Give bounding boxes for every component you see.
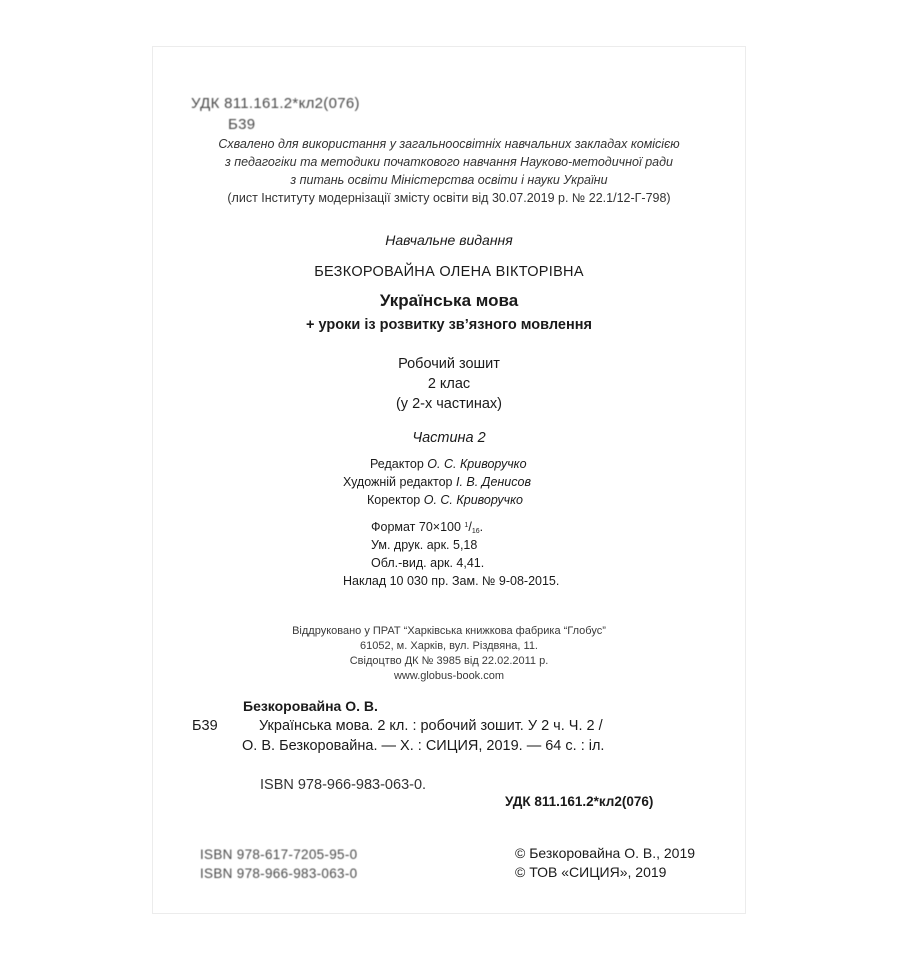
art-editor-line: [343, 476, 531, 489]
author-full-name: БЕЗКОРОВАЙНА ОЛЕНА ВІКТОРІВНА: [314, 264, 584, 280]
format-numerator: 1: [464, 522, 469, 529]
approval-line-3: з питань освіти Міністерства освіти і науки України: [290, 173, 608, 187]
book-subtitle: + уроки із розвитку зв’язного мовлення: [306, 317, 592, 333]
copyright-publisher: © ТОВ «СИЦИЯ», 2019: [515, 864, 667, 880]
print-sheets: Ум. друк. арк. 5,18: [371, 538, 478, 552]
catalog-author: Безкоровайна О. В.: [243, 698, 378, 714]
editor-name: О. С. Криворучко: [427, 457, 527, 471]
grade-label: 2 клас: [427, 376, 471, 392]
printer-line-2: 61052, м. Харків, вул. Різдвяна, 11.: [359, 640, 538, 652]
editor-line: [370, 458, 527, 471]
art-editor-name: І. В. Денисов: [455, 475, 531, 489]
circulation-line: Наклад 10 030 пр. Зам. № 9-08-2015.: [343, 574, 560, 588]
approval-line-2: з педагогіки та методики початкового навчання Науково-методичної ради: [225, 155, 673, 169]
catalog-code: Б39: [192, 718, 218, 734]
catalog-udk: УДК 811.161.2*кл2(076): [505, 794, 654, 809]
catalog-line-1: Українська мова. 2 кл. : робочий зошит. У 2 ч. Ч. 2 /: [259, 718, 603, 734]
parts-label: (у 2-х частинах): [395, 396, 503, 412]
corrector-name: О. С. Криворучко: [423, 493, 523, 507]
workbook-label: Робочий зошит: [398, 356, 500, 372]
isbn-1: ISBN 978-617-7205-95-0: [200, 847, 358, 862]
approval-line-1: Схвалено для використання у загальноосвітніх навчальних закладах комісією: [218, 137, 680, 151]
printer-website: www.globus-book.com: [393, 670, 505, 682]
format-line: Формат 70×100 $^1/_{16}$.: [371, 520, 484, 535]
approval-line-4: (лист Інституту модернізації змісту освіти від 30.07.2019 р. № 22.1/12-Г-798): [227, 191, 671, 205]
catalog-line-2: О. В. Безкоровайна. — Х. : СИЦИЯ, 2019. — 64 с. : іл.: [242, 738, 605, 754]
corrector-line: [367, 494, 523, 507]
udk-code-top: УДК 811.161.2*кл2(076): [191, 95, 360, 112]
isbn-2: ISBN 978-966-983-063-0: [200, 866, 358, 881]
printer-line-3: Свідоцтво ДК № 3985 від 22.02.2011 р.: [349, 655, 549, 667]
corrector-label: Коректор: [367, 493, 421, 507]
classification-code-top: Б39: [228, 116, 256, 133]
art-editor-label: Художній редактор: [343, 475, 453, 489]
editor-label: Редактор: [370, 457, 424, 471]
part-label: Частина 2: [412, 430, 486, 446]
format-label: Формат 70×100: [371, 520, 461, 534]
printer-line-1: Віддруковано у ПРАТ “Харківська книжкова фабрика “Глобус”: [292, 625, 606, 637]
edition-type: Навчальне видання: [385, 232, 513, 248]
book-title: Українська мова: [379, 291, 519, 310]
copyright-author: © Безкоровайна О. В., 2019: [515, 845, 696, 861]
publishing-sheets: Обл.-вид. арк. 4,41.: [371, 556, 485, 570]
format-denominator: 16: [471, 528, 480, 535]
catalog-isbn: ISBN 978-966-983-063-0.: [260, 777, 427, 793]
book-imprint-page: [153, 47, 745, 913]
